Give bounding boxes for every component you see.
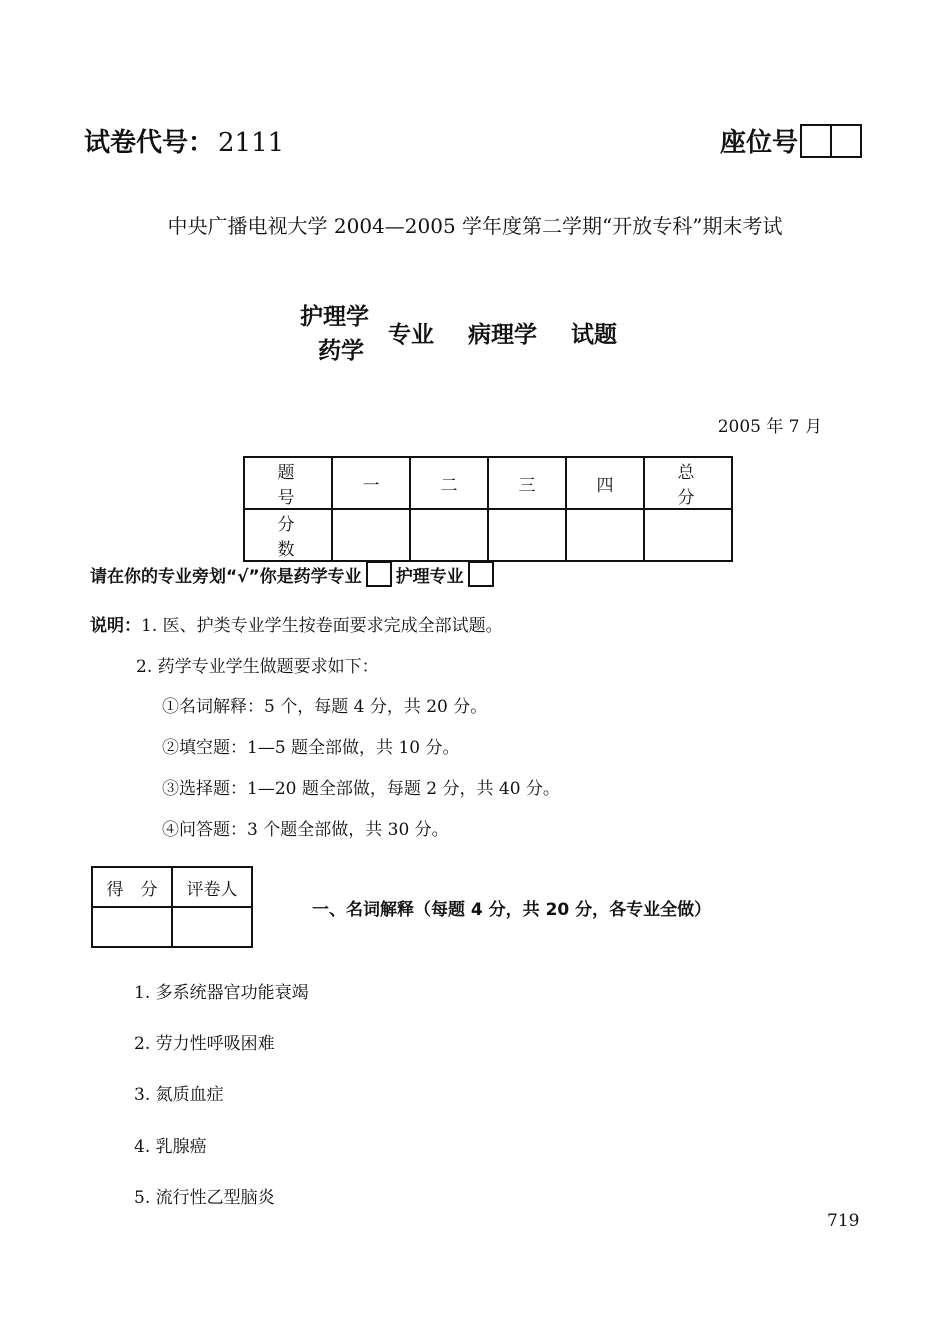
instruction-item-1: 说明：1. 医、护类专业学生按卷面要求完成全部试题。	[90, 616, 503, 636]
major-suffix: 专业	[388, 322, 434, 348]
grader-name-label: 评卷人	[172, 867, 252, 907]
grader-table	[91, 866, 253, 948]
nursing-checkbox[interactable]	[468, 561, 494, 587]
course-name: 病理学	[468, 322, 537, 348]
score-table-col-4: 四	[566, 457, 644, 509]
page-number: 719	[827, 1211, 860, 1231]
score-cell-total[interactable]	[644, 509, 732, 561]
exam-date: 2005 年 7 月	[717, 417, 822, 437]
instruction-item-2: 2. 药学专业学生做题要求如下：	[136, 657, 379, 677]
paper-code	[84, 122, 284, 159]
score-table-col-3: 三	[488, 457, 566, 509]
grader-name-cell[interactable]	[172, 907, 252, 947]
instruction-sub-3: ③选择题：1—20 题全部做，每题 2 分，共 40 分。	[162, 779, 560, 799]
score-table	[243, 456, 740, 562]
paper-label: 试题	[571, 322, 617, 348]
major-check-line	[90, 561, 498, 587]
score-cell-3[interactable]	[488, 509, 566, 561]
score-table-col-2: 二	[410, 457, 488, 509]
grader-score-label: 得 分	[92, 867, 172, 907]
paper-code-label: 试卷代号：	[84, 128, 215, 158]
question-item: 1. 多系统器官功能衰竭	[134, 983, 309, 1003]
score-cell-1[interactable]	[332, 509, 410, 561]
instructions-title: 说明：	[90, 616, 141, 636]
grader-score-cell[interactable]	[92, 907, 172, 947]
major-check-prompt: 请在你的专业旁划“√”你是药学专业	[90, 566, 362, 587]
score-table-score-row	[244, 509, 732, 561]
instruction-sub-4: ④问答题：3 个题全部做，共 30 分。	[162, 820, 449, 840]
question-item: 2. 劳力性呼吸困难	[134, 1034, 275, 1054]
nursing-option-label: 护理专业	[395, 566, 464, 587]
question-item: 3. 氮质血症	[134, 1085, 224, 1105]
score-table-col-1: 一	[332, 457, 410, 509]
score-table-question-label: 题 号	[244, 457, 332, 509]
instruction-sub-2: ②填空题：1—5 题全部做，共 10 分。	[162, 738, 460, 758]
paper-code-value: 2111	[218, 128, 285, 158]
score-cell-2[interactable]	[410, 509, 488, 561]
question-item: 4. 乳腺癌	[134, 1137, 207, 1157]
major-pharmacy: 药学	[318, 338, 364, 364]
score-cell-4[interactable]	[566, 509, 644, 561]
instruction-sub-1: ①名词解释：5 个，每题 4 分，共 20 分。	[162, 697, 488, 717]
score-table-total-label: 总 分	[644, 457, 732, 509]
seat-number	[720, 122, 862, 159]
exam-title: 中央广播电视大学 2004—2005 学年度第二学期“开放专科”期末考试	[167, 214, 783, 238]
pharmacy-checkbox[interactable]	[366, 561, 392, 587]
score-table-header-row	[244, 457, 732, 509]
section-1-title: 一、名词解释（每题 4 分，共 20 分，各专业全做）	[312, 900, 712, 920]
seat-number-boxes[interactable]	[800, 124, 862, 158]
seat-label: 座位号	[719, 128, 798, 158]
question-item: 5. 流行性乙型脑炎	[134, 1188, 275, 1208]
major-nursing: 护理学	[300, 304, 369, 330]
score-table-score-label: 分 数	[244, 509, 332, 561]
